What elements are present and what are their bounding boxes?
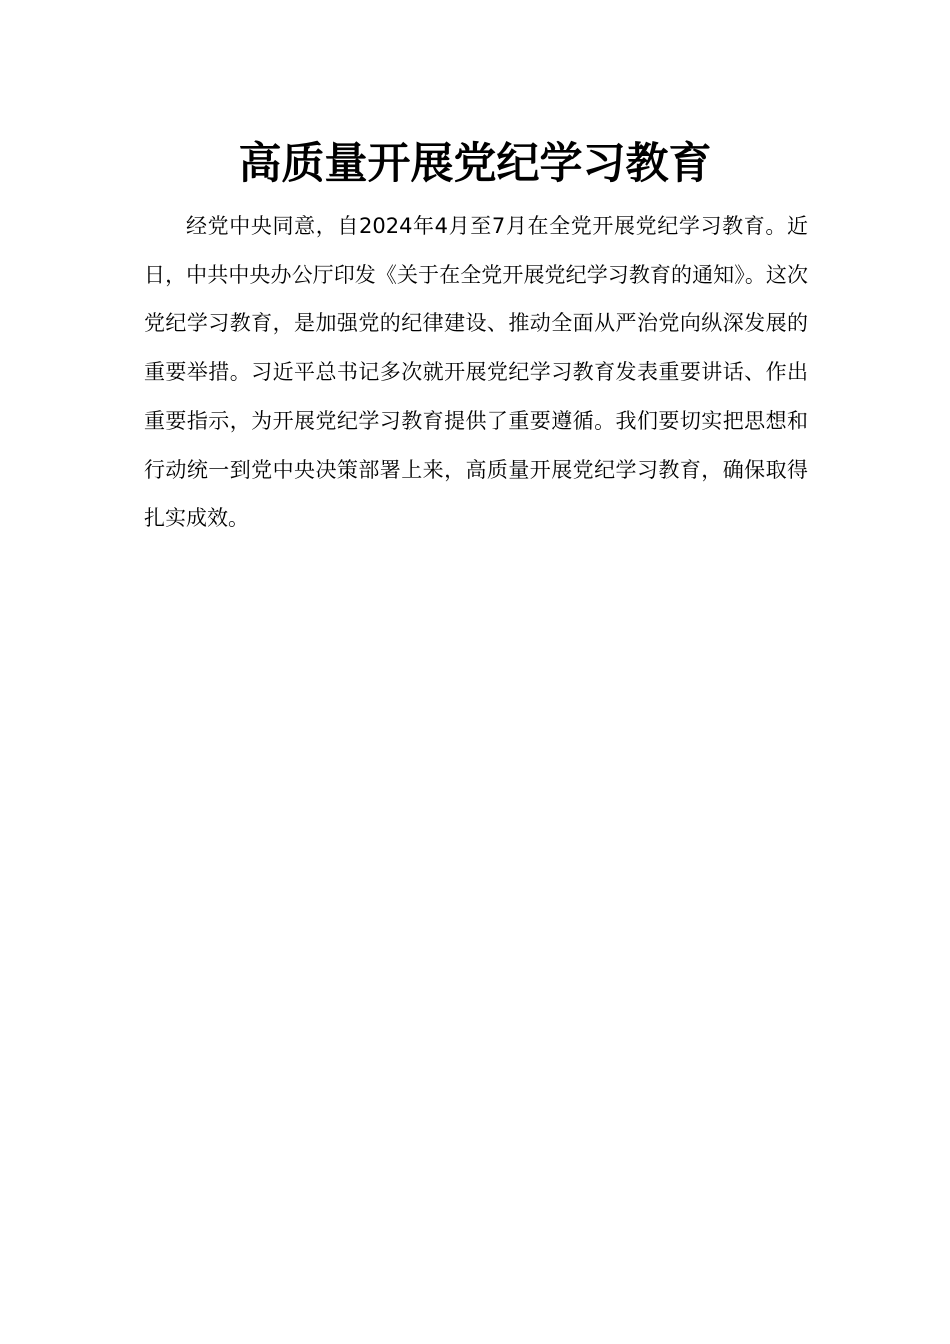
document-title: 高质量开展党纪学习教育	[238, 139, 712, 189]
body-paragraph: 经党中央同意，自2024年4月至7月在全党开展党纪学习教育。近日，中共中央办公厅印发《关于在全党开展党纪学习教育的通知》。这次党纪学习教育，是加强党的纪律建设、推动全面从严治党向纵深发展的重要举措。习近平总书记多次就开展党纪学习教育发表重要讲话、作出重要指示，为开展党纪学习教育提供了重要遵循。我们要切实把思想和行动统一到党中央决策部署上来，高质量开展党纪学习教育，确保取得扎实成效。	[144, 214, 808, 531]
